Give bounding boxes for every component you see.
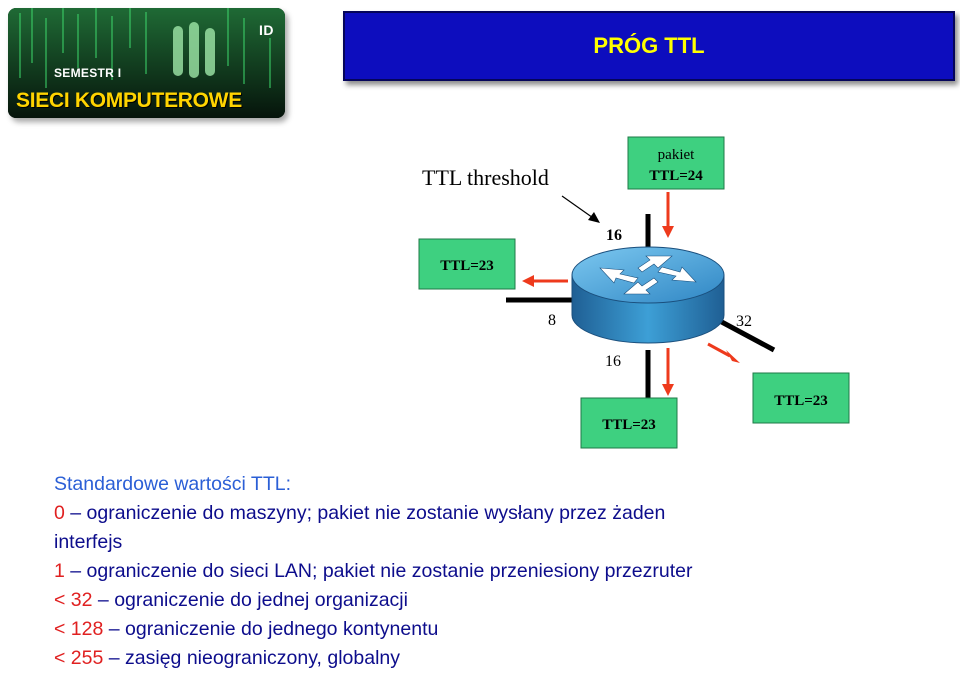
ttl-description: ograniczenie do jednej organizacji xyxy=(114,589,408,611)
logo-semester: SEMESTR I xyxy=(54,66,122,80)
ttl-threshold-diagram xyxy=(400,110,870,460)
threshold-label: TTL threshold xyxy=(422,165,549,190)
threshold-pointer-head xyxy=(588,212,600,223)
course-logo xyxy=(8,8,285,118)
text-line-1 xyxy=(54,528,934,557)
right-arrow-shaft xyxy=(708,344,730,356)
text-line-2: 1 – ograniczenie do sieci LAN; pakiet nie zostanie przeniesiony przezruter xyxy=(54,560,693,582)
bottom-output-ttl: TTL=23 xyxy=(602,417,656,433)
ttl-description: zasięg nieograniczony, globalny xyxy=(125,647,401,669)
text-line-3: < 32 – ograniczenie do jednej organizacji xyxy=(54,589,408,611)
slide-title-bar xyxy=(343,11,955,81)
ttl-value: 1 xyxy=(54,560,65,582)
packet-label: pakiet xyxy=(657,147,695,163)
packet-ttl-label: TTL=24 xyxy=(649,168,703,184)
right-output-ttl: TTL=23 xyxy=(774,393,828,409)
bottom-port-threshold: 16 xyxy=(605,353,621,370)
text-heading: Standardowe wartości TTL: xyxy=(54,473,291,495)
text-line-0: 0 – ograniczenie do maszyny; pakiet nie zostanie wysłany przez żaden xyxy=(54,502,666,524)
logo-title: SIECI KOMPUTEROWE xyxy=(16,89,242,112)
right-port-threshold: 32 xyxy=(736,313,752,330)
ttl-value: 0 xyxy=(54,502,65,524)
bottom-arrow-head xyxy=(662,384,674,396)
router-threshold-value: 16 xyxy=(606,227,622,244)
slide-title: PRÓG TTL xyxy=(593,33,705,58)
ttl-value: < 32 xyxy=(54,589,93,611)
text-line-4: < 128 – ograniczenie do jednego kontynentu xyxy=(54,618,439,640)
left-arrow-head xyxy=(522,275,534,287)
ttl-value: < 128 xyxy=(54,618,104,640)
left-port-threshold: 8 xyxy=(548,312,556,329)
router-icon xyxy=(572,247,724,343)
logo-badge: ID xyxy=(259,22,274,38)
text-line-5: < 255 – zasięg nieograniczony, globalny xyxy=(54,647,401,669)
ttl-values-text xyxy=(54,470,934,673)
left-output-ttl: TTL=23 xyxy=(440,258,494,274)
ttl-description: ograniczenie do jednego kontynentu xyxy=(125,618,439,640)
ttl-description: ograniczenie do sieci LAN; pakiet nie zostanie przeniesiony przezruter xyxy=(86,560,693,582)
ttl-description: interfejs xyxy=(54,531,123,553)
ttl-description: ograniczenie do maszyny; pakiet nie zostanie wysłany przez żaden xyxy=(86,502,666,524)
incoming-arrow-head xyxy=(662,226,674,238)
ttl-value: < 255 xyxy=(54,647,104,669)
